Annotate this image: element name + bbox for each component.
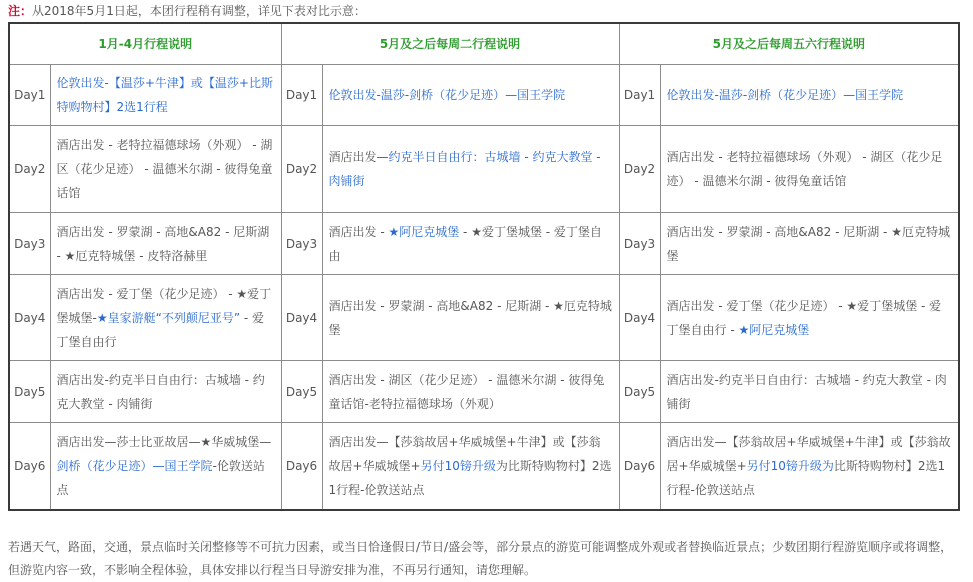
day-label: Day3 <box>281 213 322 275</box>
itinerary-cell <box>50 423 281 510</box>
itinerary-cell <box>50 65 281 126</box>
day-label: Day5 <box>619 361 660 423</box>
itinerary-cell <box>660 361 959 423</box>
highlight-text: 伦敦出发-【温莎+牛津】或【温莎+比斯特购物村】2选1行程 <box>56 76 273 114</box>
itinerary-text: 酒店出发 - 老特拉福德球场（外观） - 湖区（花少足迹） - 温德米尔湖 - 彼得兔童话馆 <box>56 138 273 200</box>
day-label: Day1 <box>619 65 660 126</box>
highlight-text: ★阿尼克城堡 <box>388 224 460 239</box>
itinerary-text: 酒店出发 - 罗蒙湖 - 高地&A82 - 尼斯湖 - ★厄克特城堡 <box>328 298 612 337</box>
highlight-text: 约克半日自由行：古城墙 - 约克大教堂 - 肉铺街 <box>328 150 601 188</box>
itinerary-cell <box>322 423 619 510</box>
table-row <box>9 65 959 126</box>
itinerary-text: 酒店出发 - 湖区（花少足迹） - 温德米尔湖 - 彼得兔童话馆-老特拉福德球场（外观） <box>328 372 605 411</box>
itinerary-cell <box>660 423 959 510</box>
table-row <box>9 126 959 213</box>
itinerary-text: - ★爱丁堡城堡 - 爱丁堡自由 <box>328 224 602 263</box>
itinerary-cell <box>660 126 959 213</box>
day-label: Day1 <box>281 65 322 126</box>
day-label: Day4 <box>9 275 50 361</box>
day-label: Day4 <box>281 275 322 361</box>
notice-line <box>8 3 366 19</box>
header-jan-apr: 1月-4月行程说明 <box>9 23 281 65</box>
table-row <box>9 361 959 423</box>
itinerary-text: -伦敦送站点 <box>56 458 265 497</box>
highlight-text: 另付10镑升级 <box>420 458 496 473</box>
day-label: Day2 <box>9 126 50 213</box>
itinerary-cell <box>660 213 959 275</box>
day-label: Day6 <box>281 423 322 510</box>
table-row <box>9 213 959 275</box>
itinerary-text: 酒店出发 - 罗蒙湖 - 高地&A82 - 尼斯湖 - ★厄克特城堡 - 皮特洛赫里 <box>56 224 270 263</box>
day-label: Day4 <box>619 275 660 361</box>
day-label: Day2 <box>281 126 322 213</box>
notice-text: 从2018年5月1日起，本团行程稍有调整，详见下表对比示意： <box>32 4 366 18</box>
table-row <box>9 423 959 510</box>
itinerary-text: 酒店出发 - <box>328 224 389 239</box>
itinerary-text: 为比斯特购物村】2选1行程-伦敦送站点 <box>328 458 612 497</box>
itinerary-comparison-table <box>8 22 960 511</box>
day-label: Day5 <box>281 361 322 423</box>
day-label: Day5 <box>9 361 50 423</box>
itinerary-cell <box>322 65 619 126</box>
itinerary-cell <box>322 361 619 423</box>
itinerary-text: 酒店出发—【莎翁故居+华威城堡+牛津】或【莎翁故居+华威城堡+ <box>666 434 951 473</box>
itinerary-cell <box>660 65 959 126</box>
itinerary-text: - 爱丁堡自由行 <box>56 310 265 349</box>
day-label: Day1 <box>9 65 50 126</box>
day-label: Day6 <box>9 423 50 510</box>
itinerary-text: 酒店出发—【莎翁故居+华威城堡+牛津】或【莎翁故居+华威城堡+ <box>328 434 601 473</box>
day-label: Day2 <box>619 126 660 213</box>
itinerary-text: 酒店出发-约克半日自由行：古城墙 - 约克大教堂 - 肉铺街 <box>666 372 947 411</box>
disclaimer-text: 若遇天气，路面，交通，景点临时关闭整修等不可抗力因素，或当日恰逢假日/节日/盛会等，部分景点的游览可能调整成外观或者替换临近景点；少数团期行程游览顺序或将调整，但游览内容一致，不影响全程体验，具体安排以行程当日导游安排为准，不再另行通知，请您理解。 <box>8 540 953 577</box>
notice-label: 注： <box>8 4 33 18</box>
itinerary-cell <box>660 275 959 361</box>
highlight-text: ★皇家游艇“不列颠尼亚号” <box>96 310 241 325</box>
day-label: Day3 <box>9 213 50 275</box>
header-may-tuesday: 5月及之后每周二行程说明 <box>281 23 619 65</box>
itinerary-cell <box>50 361 281 423</box>
header-may-fri-sat: 5月及之后每周五六行程说明 <box>619 23 959 65</box>
itinerary-text: 酒店出发—莎士比亚故居—★华威城堡— <box>56 434 272 449</box>
itinerary-text: 酒店出发 - 爱丁堡（花少足迹） - ★爱丁堡城堡 - 爱丁堡自由行 - <box>666 298 942 337</box>
itinerary-cell <box>322 213 619 275</box>
itinerary-text: 酒店出发— <box>328 150 389 164</box>
itinerary-text: 酒店出发 - 老特拉福德球场（外观） - 湖区（花少足迹） - 温德米尔湖 - 彼得兔童话馆 <box>666 150 943 188</box>
day-label: Day6 <box>619 423 660 510</box>
itinerary-text: 酒店出发 - 罗蒙湖 - 高地&A82 - 尼斯湖 - ★厄克特城堡 <box>666 224 950 263</box>
highlight-text: 伦敦出发-温莎-剑桥（花少足迹）—国王学院 <box>328 88 566 102</box>
highlight-text: 伦敦出发-温莎-剑桥（花少足迹）—国王学院 <box>666 88 904 102</box>
highlight-text: 剑桥（花少足迹）—国王学院 <box>56 458 213 473</box>
itinerary-text: 比斯特购物村】2选1行程-伦敦送站点 <box>666 458 946 497</box>
itinerary-cell <box>322 275 619 361</box>
day-label: Day3 <box>619 213 660 275</box>
highlight-text: 另付10镑升级为 <box>746 458 834 473</box>
itinerary-cell <box>50 275 281 361</box>
itinerary-cell <box>50 126 281 213</box>
itinerary-cell <box>322 126 619 213</box>
itinerary-cell <box>50 213 281 275</box>
table-row <box>9 275 959 361</box>
highlight-text: ★阿尼克城堡 <box>738 322 810 337</box>
itinerary-text: 酒店出发-约克半日自由行：古城墙 - 约克大教堂 - 肉铺街 <box>56 372 265 411</box>
table-header-row <box>9 23 959 65</box>
itinerary-text: 酒店出发 - 爱丁堡（花少足迹） - ★爱丁堡城堡- <box>56 286 272 325</box>
